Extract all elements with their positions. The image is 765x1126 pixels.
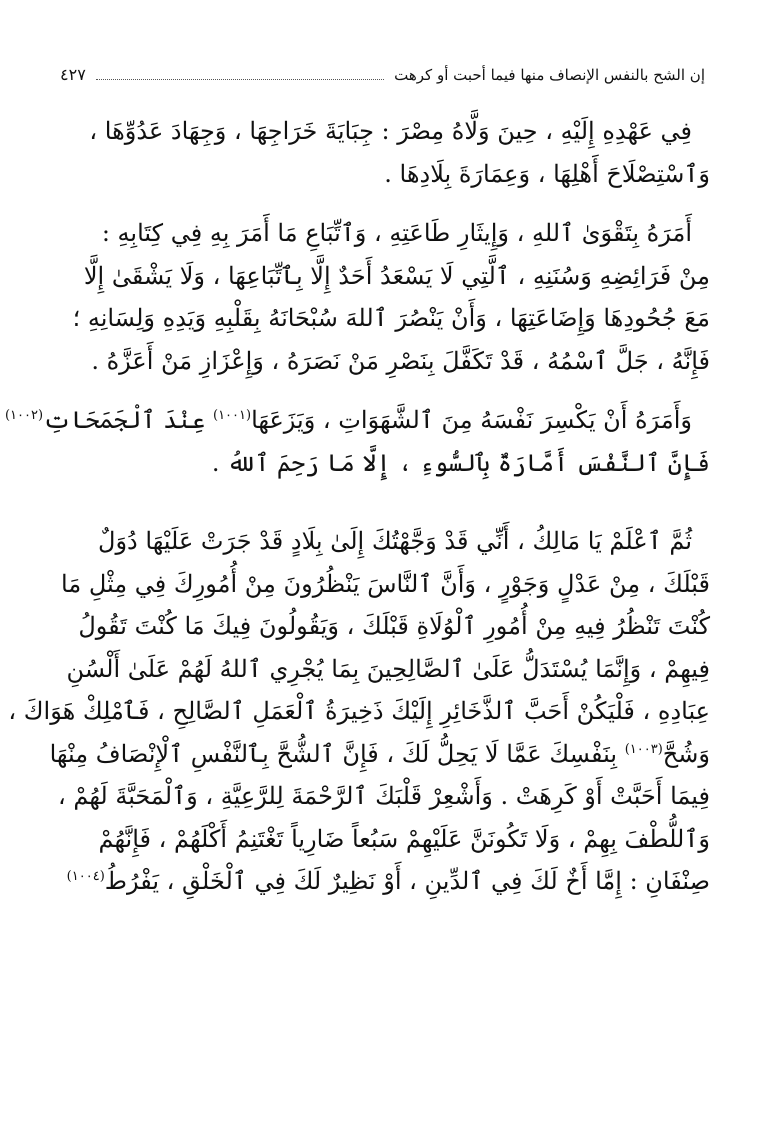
running-header	[60, 60, 705, 86]
text-line	[49, 733, 710, 776]
text-line: مِنْ فَرَائِضِهِ وَسُنَنِهِ ، ٱلَّتِي لَا يَسْعَدُ أَحَدٌ إِلَّا بِٱتِّبَاعِهَا ، وَلَا يَشْقَىٰ إِلَّا	[83, 261, 710, 290]
text-line: فِيهِمْ ، وَإِنَّمَا يُسْتَدَلُّ عَلَىٰ ٱلصَّالِحِينَ بِمَا يُجْرِي ٱللهُ لَهُمْ عَلَىٰ أَلْسُنِ	[66, 654, 710, 683]
text-line: فِي عَهْدِهِ إِلَيْهِ ، حِينَ وَلَّاهُ مِصْرَ : جِبَايَةَ خَرَاجِهَا ، وَجِهَادَ عَدُوِّهَا ،	[89, 117, 692, 145]
footnote-marker[interactable]: (١٠٠١)	[213, 408, 252, 423]
text-segment: صِنْفَانِ : إِمَّا أَخٌ لَكَ فِي ٱلدِّينِ ، أَوْ نَظِيرٌ لَكَ فِي ٱلْخَلْقِ ، يَفْرُطُ	[104, 867, 710, 895]
text-line: ثُمَّ ٱعْلَمْ يَا مَالِكُ ، أَنِّي قَدْ وَجَّهْتُكَ إِلَىٰ بِلَادٍ قَدْ جَرَتْ عَلَيْهَا دُوَلٌ	[98, 527, 692, 555]
text-line	[55, 860, 710, 903]
text-line: قَبْلَكَ ، مِنْ عَدْلٍ وَجَوْرٍ ، وَأَنَّ ٱلنَّاسَ يَنْظُرُونَ مِنْ أُمُورِكَ فِي مِثْلِ مَا	[61, 569, 710, 598]
text-line: فَإِنَّ ٱلنَّفْسَ أَمَّارَةٌ بِٱلسُّوءِ ، إِلَّا مَا رَحِمَ ٱللهُ .	[211, 448, 710, 477]
text-line: وَٱللُّطْفَ بِهِمْ ، وَلَا تَكُونَنَّ عَلَيْهِمْ سَبُعاً ضَارِياً تَغْتَنِمُ أَكْلَهُمْ ، فَإِنَّهُمْ	[98, 824, 710, 853]
text-line: فَإِنَّهُ ، جَلَّ ٱسْمُهُ ، قَدْ تَكَفَّلَ بِنَصْرِ مَنْ نَصَرَهُ ، وَإِعْزَازِ مَنْ أَعَزَّهُ .	[91, 346, 710, 375]
text-line: فِيمَا أَحَبَّتْ أَوْ كَرِهَتْ . وَأَشْعِرْ قَلْبَكَ ٱلرَّحْمَةَ لِلرَّعِيَّةِ ، وَٱلْمَحَبَّةَ لَهُمْ ،	[57, 782, 710, 810]
footnote-marker[interactable]: (١٠٠٣)	[624, 741, 663, 757]
text-segment: عِنْدَ ٱلْجَمَحَاتِ	[43, 406, 206, 434]
text-line: عِبَادِهِ ، فَلْيَكُنْ أَحَبَّ ٱلذَّخَائِرِ إِلَيْكَ ذَخِيرَةُ ٱلْعَمَلِ ٱلصَّالِحِ ، فَٱمْلِكْ هَوَاكَ ،	[8, 697, 710, 725]
paragraph-1	[55, 110, 710, 195]
footnote-marker[interactable]: (١٠٠٤)	[66, 869, 105, 884]
paragraph-2	[55, 212, 710, 382]
text-line: مَعَ جُحُودِهَا وَإِضَاعَتِهَا ، وَأَنْ يَنْصُرَ ٱللهَ سُبْحَانَهُ بِقَلْبِهِ وَيَدِهِ وَلِسَانِهِ ؛	[72, 304, 710, 332]
page-number: ٤٢٧	[60, 65, 86, 84]
text-segment: بِنَفْسِكَ عَمَّا لَا يَحِلُّ لَكَ ، فَإِنَّ ٱلشُّحَّ بِٱلنَّفْسِ ٱلْإِنْصَافُ مِنْهَا	[49, 739, 618, 768]
body-text	[4, 110, 710, 920]
paragraph-3	[4, 399, 710, 484]
paragraph-4	[8, 520, 710, 903]
text-line: كُنْتَ تَنْظُرُ فِيهِ مِنْ أُمُورِ ٱلْوُلَاةِ قَبْلَكَ ، وَيَقُولُونَ فِيكَ مَا كُنْتَ تَقُولُ	[78, 612, 710, 640]
text-segment: وَشُحَّ	[662, 739, 710, 768]
text-line: أَمَرَهُ بِتَقْوَىٰ ٱللهِ ، وَإِيثَارِ طَاعَتِهِ ، وَٱتِّبَاعِ مَا أَمَرَ بِهِ فِي كِتَابِهِ :	[101, 219, 692, 247]
header-title: إن الشح بالنفس الإنصاف منها فيما أحبت أو كرهت	[394, 66, 705, 84]
dotted-leader	[96, 79, 384, 80]
text-line	[4, 399, 710, 442]
footnote-marker[interactable]: (١٠٠٢)	[4, 408, 44, 423]
text-segment: وَأَمَرَهُ أَنْ يَكْسِرَ نَفْسَهُ مِنَ ٱلشَّهَوَاتِ ، وَيَزَعَهَا	[251, 406, 692, 434]
text-line: وَٱسْتِصْلَاحَ أَهْلِهَا ، وَعِمَارَةَ بِلَادِهَا .	[384, 159, 710, 188]
